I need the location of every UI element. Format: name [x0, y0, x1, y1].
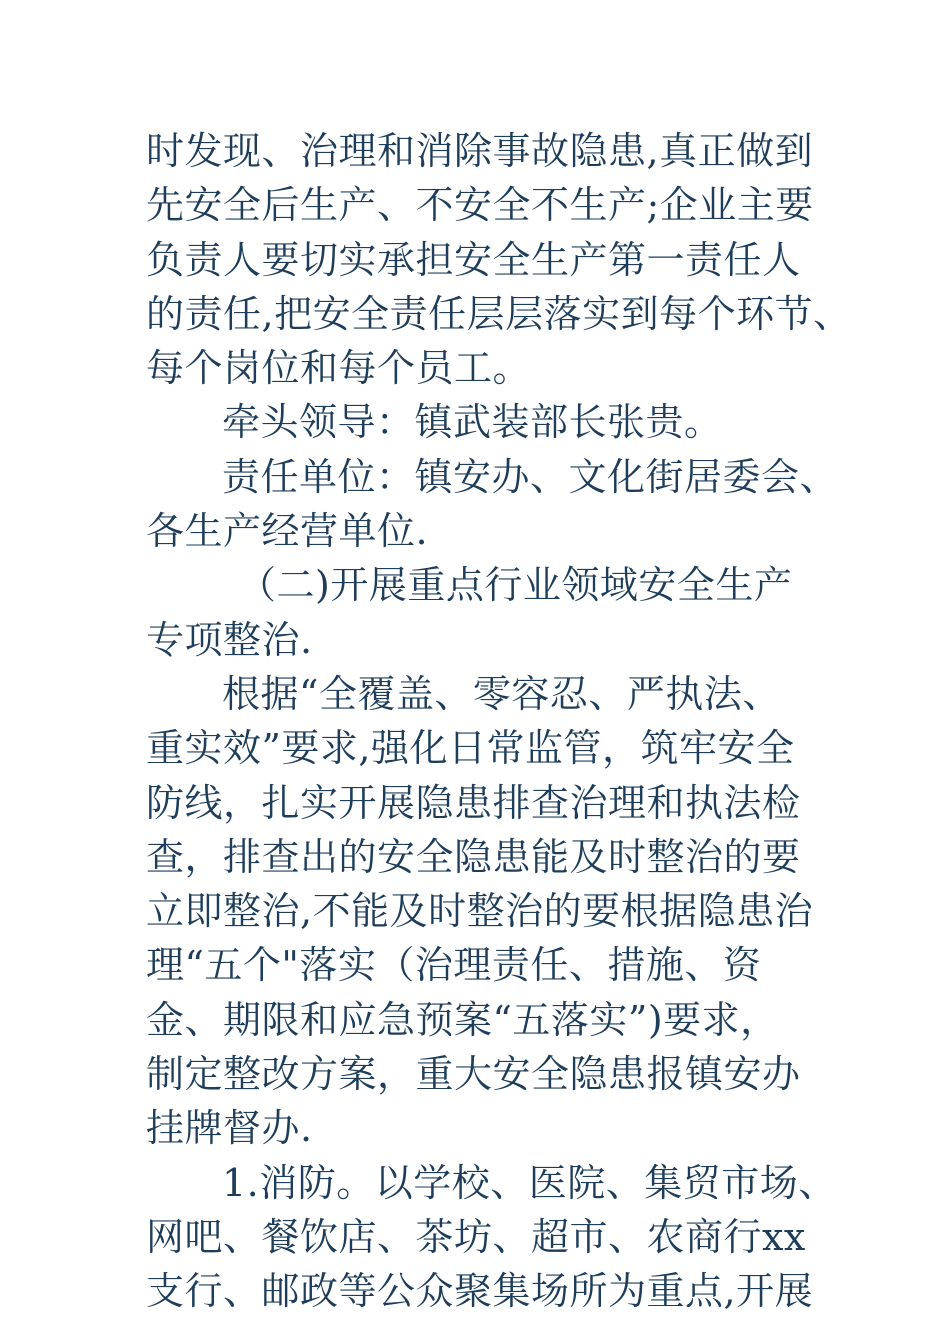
text-line: 负责人要切实承担安全生产第一责任人 — [146, 237, 801, 282]
text-line: 各生产经营单位. — [146, 509, 429, 554]
text-line: 理“五个"落实（治理责任、措施、资 — [146, 943, 762, 988]
list-item-fire-safety: 1.消防。以学校、医院、集贸市场、 — [222, 1160, 837, 1205]
text-line: 金、期限和应急预案“五落实”)要求， — [146, 997, 779, 1042]
text-line: 先安全后生产、不安全不生产;企业主要 — [146, 183, 814, 228]
text-line: 查，排查出的安全隐患能及时整治的要 — [146, 834, 801, 879]
section-heading-cont: 专项整治. — [146, 617, 313, 662]
text-line: 支行、邮政等公众聚集场所为重点,开展 — [146, 1269, 814, 1314]
text-line: 重实效”要求,强化日常监管，筑牢安全 — [146, 726, 795, 771]
text-line: 制定整改方案，重大安全隐患报镇安办 — [146, 1052, 801, 1097]
text-line: 每个岗位和每个员工。 — [146, 346, 532, 391]
text-line: 的责任,把安全责任层层落实到每个环节、 — [146, 291, 852, 336]
section-heading: （二)开展重点行业领域安全生产 — [238, 563, 793, 608]
text-line: 时发现、治理和消除事故隐患,真正做到 — [146, 129, 814, 173]
text-line: 挂牌督办. — [146, 1106, 313, 1151]
lead-official-line: 牵头领导：镇武装部长张贵。 — [222, 400, 723, 445]
text-line: 防线，扎实开展隐患排查治理和执法检 — [146, 780, 801, 825]
responsible-units-line: 责任单位：镇安办、文化街居委会、 — [222, 454, 839, 499]
text-line: 根据“全覆盖、零容忍、严执法、 — [222, 671, 781, 716]
text-line: 立即整治,不能及时整治的要根据隐患治 — [146, 889, 814, 934]
document-body — [146, 124, 852, 1319]
text-line: 网吧、餐饮店、茶坊、超市、农商行xx — [146, 1214, 806, 1259]
